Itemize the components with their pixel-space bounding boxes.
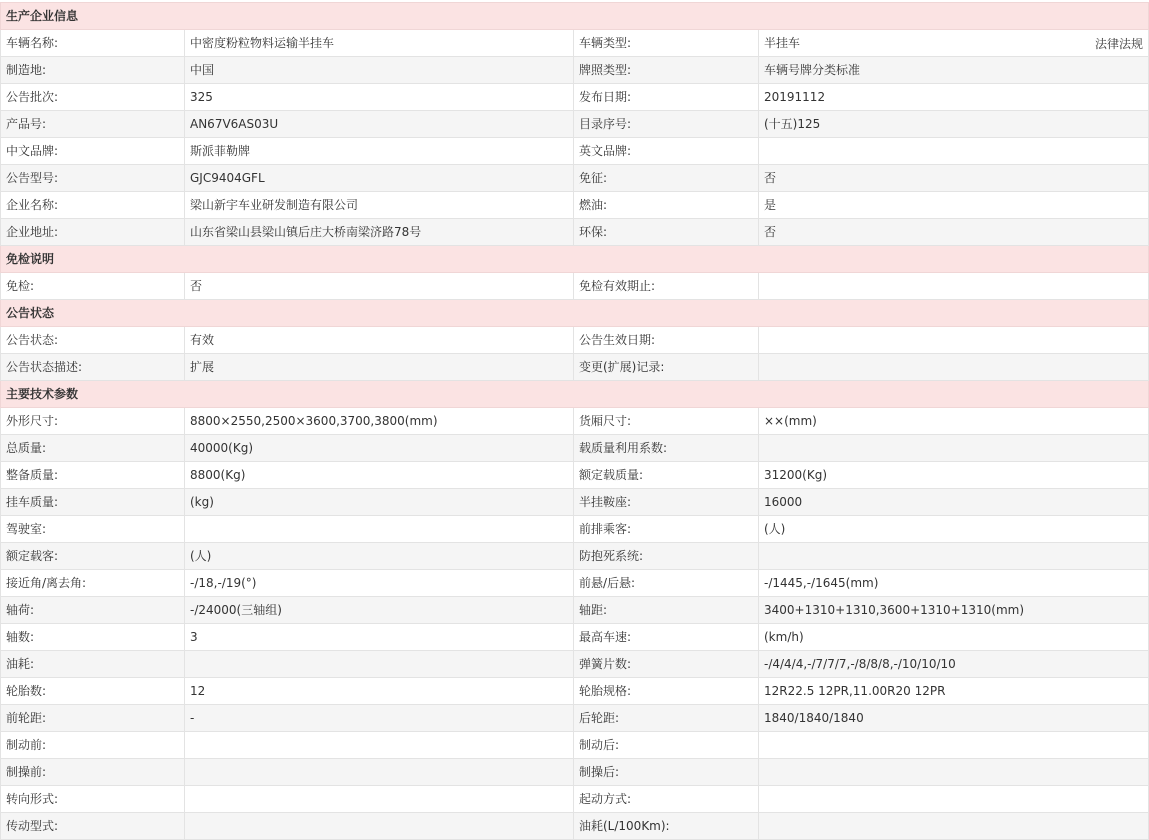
field-label: 公告生效日期:	[574, 327, 759, 354]
spec-row	[1, 705, 1149, 732]
field-value	[759, 759, 1149, 786]
spec-row	[1, 435, 1149, 462]
field-value: 车辆号牌分类标准	[759, 57, 1149, 84]
section-header	[1, 381, 1149, 408]
spec-row	[1, 165, 1149, 192]
spec-row	[1, 408, 1149, 435]
field-value	[185, 516, 574, 543]
field-label: 目录序号:	[574, 111, 759, 138]
field-label: 油耗:	[1, 651, 185, 678]
field-value	[759, 273, 1149, 300]
spec-row	[1, 597, 1149, 624]
field-label: 车辆名称:	[1, 30, 185, 57]
spec-row	[1, 786, 1149, 813]
field-label: 额定载客:	[1, 543, 185, 570]
field-label: 公告型号:	[1, 165, 185, 192]
field-value: -/18,-/19(°)	[185, 570, 574, 597]
field-label: 燃油:	[574, 192, 759, 219]
field-value: (km/h)	[759, 624, 1149, 651]
field-value: 中国	[185, 57, 574, 84]
field-value	[185, 759, 574, 786]
field-value: 扩展	[185, 354, 574, 381]
spec-row	[1, 84, 1149, 111]
spec-row	[1, 678, 1149, 705]
field-value: 中密度粉粒物料运输半挂车	[185, 30, 574, 57]
field-value: 否	[759, 219, 1149, 246]
field-value: 16000	[759, 489, 1149, 516]
field-label: 轮胎规格:	[574, 678, 759, 705]
field-label: 轴数:	[1, 624, 185, 651]
law-regulation-link[interactable]: 法律法规	[1094, 37, 1143, 51]
field-value: 12R22.5 12PR,11.00R20 12PR	[759, 678, 1149, 705]
field-label: 载质量利用系数:	[574, 435, 759, 462]
spec-row	[1, 813, 1149, 840]
spec-row	[1, 462, 1149, 489]
field-value: -/24000(三轴组)	[185, 597, 574, 624]
field-value	[759, 138, 1149, 165]
spec-row	[1, 192, 1149, 219]
field-label: 驾驶室:	[1, 516, 185, 543]
field-value: 是	[759, 192, 1149, 219]
field-label: 前排乘客:	[574, 516, 759, 543]
field-value	[759, 327, 1149, 354]
field-value: 否	[759, 165, 1149, 192]
field-value: (人)	[185, 543, 574, 570]
field-value: 8800×2550,2500×3600,3700,3800(mm)	[185, 408, 574, 435]
field-value: -/1445,-/1645(mm)	[759, 570, 1149, 597]
field-label: 车辆类型:	[574, 30, 759, 57]
field-value: AN67V6AS03U	[185, 111, 574, 138]
section-title: 公告状态	[1, 300, 1149, 327]
field-label: 油耗(L/100Km):	[574, 813, 759, 840]
field-label: 前悬/后悬:	[574, 570, 759, 597]
field-label: 轮胎数:	[1, 678, 185, 705]
field-label: 制操后:	[574, 759, 759, 786]
field-value: 20191112	[759, 84, 1149, 111]
field-label: 总质量:	[1, 435, 185, 462]
spec-row	[1, 57, 1149, 84]
field-label: 免检:	[1, 273, 185, 300]
spec-row	[1, 111, 1149, 138]
field-label: 中文品牌:	[1, 138, 185, 165]
field-value	[185, 651, 574, 678]
field-label: 免征:	[574, 165, 759, 192]
field-label: 发布日期:	[574, 84, 759, 111]
section-title: 免检说明	[1, 246, 1149, 273]
spec-row	[1, 354, 1149, 381]
field-label: 轴荷:	[1, 597, 185, 624]
field-label: 额定载质量:	[574, 462, 759, 489]
section-title: 主要技术参数	[1, 381, 1149, 408]
field-value: 31200(Kg)	[759, 462, 1149, 489]
field-value	[185, 813, 574, 840]
field-label: 弹簧片数:	[574, 651, 759, 678]
field-value: 半挂车	[759, 30, 1149, 57]
field-label: 制造地:	[1, 57, 185, 84]
field-label: 前轮距:	[1, 705, 185, 732]
field-label: 防抱死系统:	[574, 543, 759, 570]
field-label: 整备质量:	[1, 462, 185, 489]
field-label: 免检有效期止:	[574, 273, 759, 300]
spec-row	[1, 651, 1149, 678]
field-value: 1840/1840/1840	[759, 705, 1149, 732]
section-header	[1, 246, 1149, 273]
spec-row	[1, 273, 1149, 300]
field-label: 制操前:	[1, 759, 185, 786]
spec-table	[0, 2, 1149, 840]
field-value	[185, 786, 574, 813]
spec-row	[1, 759, 1149, 786]
field-value: 325	[185, 84, 574, 111]
field-value: 有效	[185, 327, 574, 354]
field-value: (人)	[759, 516, 1149, 543]
field-label: 企业地址:	[1, 219, 185, 246]
field-value	[759, 786, 1149, 813]
section-header	[1, 300, 1149, 327]
field-label: 半挂鞍座:	[574, 489, 759, 516]
spec-row	[1, 219, 1149, 246]
field-value: 斯派菲勒牌	[185, 138, 574, 165]
spec-row	[1, 732, 1149, 759]
spec-row	[1, 489, 1149, 516]
section-title: 生产企业信息	[1, 3, 1149, 30]
field-label: 挂车质量:	[1, 489, 185, 516]
field-value: (十五)125	[759, 111, 1149, 138]
field-value: 否	[185, 273, 574, 300]
field-label: 外形尺寸:	[1, 408, 185, 435]
field-value: 3400+1310+1310,3600+1310+1310(mm)	[759, 597, 1149, 624]
field-value: 40000(Kg)	[185, 435, 574, 462]
spec-row	[1, 516, 1149, 543]
field-value: -/4/4/4,-/7/7/7,-/8/8/8,-/10/10/10	[759, 651, 1149, 678]
field-label: 起动方式:	[574, 786, 759, 813]
field-label: 接近角/离去角:	[1, 570, 185, 597]
field-label: 公告状态描述:	[1, 354, 185, 381]
spec-row	[1, 624, 1149, 651]
field-label: 转向形式:	[1, 786, 185, 813]
field-label: 轴距:	[574, 597, 759, 624]
field-value	[185, 732, 574, 759]
spec-row	[1, 30, 1149, 57]
field-value	[759, 543, 1149, 570]
field-label: 公告状态:	[1, 327, 185, 354]
field-value: 8800(Kg)	[185, 462, 574, 489]
field-label: 货厢尺寸:	[574, 408, 759, 435]
field-label: 制动前:	[1, 732, 185, 759]
field-value: GJC9404GFL	[185, 165, 574, 192]
section-header	[1, 3, 1149, 30]
field-label: 变更(扩展)记录:	[574, 354, 759, 381]
field-label: 环保:	[574, 219, 759, 246]
spec-row	[1, 543, 1149, 570]
field-label: 制动后:	[574, 732, 759, 759]
field-value	[759, 435, 1149, 462]
field-value: 12	[185, 678, 574, 705]
field-value: 山东省梁山县梁山镇后庄大桥南梁济路78号	[185, 219, 574, 246]
field-label: 牌照类型:	[574, 57, 759, 84]
field-value	[759, 354, 1149, 381]
spec-row	[1, 138, 1149, 165]
field-value: (kg)	[185, 489, 574, 516]
field-label: 最高车速:	[574, 624, 759, 651]
field-label: 英文品牌:	[574, 138, 759, 165]
field-value: 梁山新宇车业研发制造有限公司	[185, 192, 574, 219]
field-label: 产品号:	[1, 111, 185, 138]
field-label: 传动型式:	[1, 813, 185, 840]
field-value	[759, 813, 1149, 840]
field-value: ××(mm)	[759, 408, 1149, 435]
field-value	[759, 732, 1149, 759]
field-value: 3	[185, 624, 574, 651]
field-value: -	[185, 705, 574, 732]
field-label: 后轮距:	[574, 705, 759, 732]
spec-row	[1, 570, 1149, 597]
spec-row	[1, 327, 1149, 354]
field-label: 企业名称:	[1, 192, 185, 219]
field-label: 公告批次:	[1, 84, 185, 111]
